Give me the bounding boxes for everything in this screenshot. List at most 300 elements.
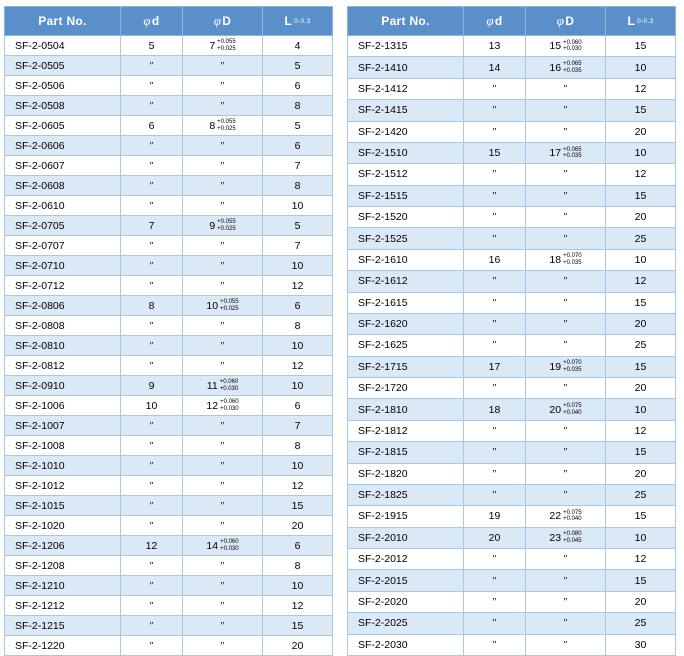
cell-length: 6 [263,296,333,316]
cell-inner-diameter: ″ [464,164,526,185]
cell-part-no: SF-2-0610 [5,196,121,216]
table-row [5,436,333,456]
cell-outer-diameter: ″ [526,463,606,484]
cell-outer-diameter: ″ [183,636,263,656]
cell-outer-diameter: ″ [183,496,263,516]
cell-length: 25 [606,228,676,249]
cell-inner-diameter: ″ [121,616,183,636]
cell-outer-diameter: ″ [526,228,606,249]
cell-length: 25 [606,335,676,356]
cell-outer-diameter: ″ [526,335,606,356]
cell-part-no: SF-2-1612 [348,271,464,292]
table-row [348,463,676,484]
cell-outer-diameter: ″ [183,316,263,336]
cell-outer-diameter: 23 +0.080 +0.045 [526,527,606,548]
cell-length: 20 [606,378,676,399]
cell-inner-diameter: 12 [121,536,183,556]
cell-length: 6 [263,396,333,416]
cell-part-no: SF-2-2012 [348,549,464,570]
cell-length: 10 [263,196,333,216]
cell-inner-diameter: ″ [121,76,183,96]
cell-length: 20 [606,463,676,484]
table-row [5,196,333,216]
cell-inner-diameter: ″ [464,378,526,399]
cell-outer-diameter: ″ [526,378,606,399]
cell-inner-diameter: 8 [121,296,183,316]
table-row [5,176,333,196]
cell-length: 15 [606,356,676,377]
cell-length: 8 [263,96,333,116]
cell-inner-diameter: ″ [464,549,526,570]
cell-outer-diameter: ″ [526,613,606,634]
column-header-part-no: Part No. [5,7,121,36]
cell-outer-diameter: ″ [526,185,606,206]
table-row [348,185,676,206]
cell-part-no: SF-2-0812 [5,356,121,376]
length-tolerance [292,18,310,25]
cell-part-no: SF-2-1510 [348,142,464,163]
cell-outer-diameter: ″ [526,484,606,505]
cell-length: 6 [263,136,333,156]
cell-part-no: SF-2-0710 [5,256,121,276]
cell-length: 6 [263,76,333,96]
table-row [348,57,676,78]
cell-length: 10 [606,527,676,548]
cell-part-no: SF-2-1420 [348,121,464,142]
table-row [348,228,676,249]
table-row [5,516,333,536]
table-row [5,296,333,316]
phi-symbol-d: φ [143,13,151,28]
cell-outer-diameter: 12 +0.060 +0.030 [183,396,263,416]
cell-outer-diameter: 14 +0.060 +0.030 [183,536,263,556]
cell-length: 12 [606,549,676,570]
cell-part-no: SF-2-1220 [5,636,121,656]
column-header-length [263,7,333,36]
table-row [348,100,676,121]
cell-length: 20 [263,516,333,536]
cell-outer-diameter: ″ [526,313,606,334]
table-row [348,335,676,356]
cell-part-no: SF-2-2020 [348,591,464,612]
table-row [348,356,676,377]
cell-length: 20 [606,591,676,612]
cell-length: 10 [606,249,676,270]
cell-length: 15 [263,616,333,636]
table-header-row [348,7,676,36]
cell-outer-diameter: 18 +0.070 +0.035 [526,249,606,270]
cell-inner-diameter: ″ [464,613,526,634]
cell-part-no: SF-2-0605 [5,116,121,136]
cell-outer-diameter: ″ [183,136,263,156]
cell-inner-diameter: ″ [464,207,526,228]
table-row [5,216,333,236]
cell-length: 12 [263,596,333,616]
table-row [348,378,676,399]
cell-inner-diameter: ″ [121,516,183,536]
cell-inner-diameter: ″ [464,484,526,505]
cell-outer-diameter: ″ [526,271,606,292]
column-header-L-label: L [627,14,636,28]
table-row [5,596,333,616]
cell-part-no: SF-2-0808 [5,316,121,336]
cell-outer-diameter: ″ [183,616,263,636]
cell-length: 7 [263,236,333,256]
cell-inner-diameter: ″ [464,121,526,142]
cell-part-no: SF-2-1410 [348,57,464,78]
table-row [5,376,333,396]
cell-part-no: SF-2-1415 [348,100,464,121]
table-row [5,556,333,576]
table-row [348,207,676,228]
cell-length: 10 [263,576,333,596]
table-row [348,634,676,656]
cell-part-no: SF-2-1820 [348,463,464,484]
cell-inner-diameter: 20 [464,527,526,548]
cell-outer-diameter: 19 +0.070 +0.035 [526,356,606,377]
cell-part-no: SF-2-1212 [5,596,121,616]
cell-part-no: SF-2-0508 [5,96,121,116]
cell-length: 10 [263,256,333,276]
table-row [5,356,333,376]
cell-outer-diameter: 11 +0.060 +0.030 [183,376,263,396]
cell-inner-diameter: 14 [464,57,526,78]
cell-part-no: SF-2-1525 [348,228,464,249]
cell-part-no: SF-2-1010 [5,456,121,476]
cell-inner-diameter: ″ [464,313,526,334]
table-row [5,276,333,296]
column-header-inner-diameter [121,7,183,36]
table-row [5,316,333,336]
cell-part-no: SF-2-1215 [5,616,121,636]
cell-inner-diameter: 19 [464,506,526,527]
parts-table-right-body [348,36,676,656]
cell-outer-diameter: 10 +0.055 +0.025 [183,296,263,316]
cell-outer-diameter: 8 +0.055 +0.025 [183,116,263,136]
phi-symbol-D: φ [556,13,565,28]
column-header-part-no: Part No. [348,7,464,36]
cell-outer-diameter: 17 +0.065 +0.035 [526,142,606,163]
cell-inner-diameter: ″ [121,336,183,356]
cell-part-no: SF-2-1020 [5,516,121,536]
table-header-row [5,7,333,36]
cell-outer-diameter: ″ [183,336,263,356]
cell-outer-diameter: 7 +0.055 +0.025 [183,36,263,56]
column-header-D-label: D [222,14,232,28]
cell-outer-diameter: ″ [526,591,606,612]
cell-length: 25 [606,484,676,505]
cell-length: 20 [606,121,676,142]
cell-inner-diameter: ″ [121,96,183,116]
length-tolerance-lower: -0.3 [298,18,311,26]
cell-inner-diameter: ″ [121,556,183,576]
cell-outer-diameter: ″ [526,121,606,142]
cell-inner-diameter: ″ [121,176,183,196]
table-row [5,576,333,596]
cell-part-no: SF-2-1412 [348,78,464,99]
cell-length: 25 [606,613,676,634]
cell-length: 15 [606,570,676,591]
length-tolerance [635,18,653,25]
table-row [348,249,676,270]
table-row [5,36,333,56]
cell-outer-diameter: ″ [526,100,606,121]
cell-outer-diameter: ″ [183,516,263,536]
cell-part-no: SF-2-0506 [5,76,121,96]
cell-inner-diameter: 17 [464,356,526,377]
cell-part-no: SF-2-0608 [5,176,121,196]
cell-inner-diameter: ″ [121,316,183,336]
table-row [348,527,676,548]
cell-length: 15 [606,292,676,313]
cell-outer-diameter: ″ [183,576,263,596]
cell-outer-diameter: ″ [183,176,263,196]
cell-length: 7 [263,156,333,176]
phi-symbol-d: φ [486,13,494,28]
cell-outer-diameter: ″ [183,436,263,456]
table-row [5,96,333,116]
cell-part-no: SF-2-1625 [348,335,464,356]
table-row [5,236,333,256]
table-row [5,636,333,656]
table-row [348,78,676,99]
cell-length: 8 [263,556,333,576]
table-row [5,136,333,156]
cell-outer-diameter: ″ [183,256,263,276]
parts-table-left-body [5,36,333,656]
cell-inner-diameter: 5 [121,36,183,56]
cell-outer-diameter: 16 +0.065 +0.035 [526,57,606,78]
cell-inner-diameter: 10 [121,396,183,416]
cell-part-no: SF-2-1715 [348,356,464,377]
cell-part-no: SF-2-1812 [348,420,464,441]
table-row [5,56,333,76]
cell-inner-diameter: ″ [464,185,526,206]
column-header-outer-diameter [183,7,263,36]
cell-inner-diameter: ″ [121,636,183,656]
cell-length: 20 [606,207,676,228]
cell-inner-diameter: ″ [121,196,183,216]
cell-length: 15 [263,496,333,516]
table-row [348,420,676,441]
table-row [348,570,676,591]
cell-outer-diameter: ″ [183,236,263,256]
column-header-D-label: D [565,14,575,28]
cell-part-no: SF-2-2010 [348,527,464,548]
cell-inner-diameter: 15 [464,142,526,163]
cell-outer-diameter: ″ [183,76,263,96]
cell-inner-diameter: ″ [464,463,526,484]
cell-length: 8 [263,436,333,456]
cell-outer-diameter: ″ [526,164,606,185]
cell-part-no: SF-2-1915 [348,506,464,527]
cell-length: 4 [263,36,333,56]
cell-inner-diameter: ″ [121,456,183,476]
table-row [5,336,333,356]
table-row [5,536,333,556]
cell-length: 12 [606,420,676,441]
table-row [348,399,676,420]
cell-outer-diameter: ″ [183,476,263,496]
cell-inner-diameter: 13 [464,36,526,57]
cell-part-no: SF-2-0806 [5,296,121,316]
cell-inner-diameter: ″ [121,256,183,276]
cell-length: 15 [606,36,676,57]
cell-length: 12 [606,271,676,292]
table-row [5,416,333,436]
cell-inner-diameter: 7 [121,216,183,236]
cell-length: 15 [606,506,676,527]
cell-part-no: SF-2-1208 [5,556,121,576]
table-row [5,116,333,136]
table-row [5,156,333,176]
cell-length: 5 [263,116,333,136]
phi-symbol-D: φ [213,13,222,28]
parts-table-left [4,6,333,656]
cell-inner-diameter: ″ [121,276,183,296]
cell-inner-diameter: ″ [121,56,183,76]
table-row [348,142,676,163]
table-row [348,442,676,463]
cell-outer-diameter: ″ [183,356,263,376]
cell-inner-diameter: ″ [121,436,183,456]
cell-outer-diameter: ″ [183,196,263,216]
cell-outer-diameter: 22 +0.075 +0.040 [526,506,606,527]
column-header-outer-diameter [526,7,606,36]
cell-length: 5 [263,56,333,76]
cell-part-no: SF-2-0910 [5,376,121,396]
cell-part-no: SF-2-1210 [5,576,121,596]
cell-part-no: SF-2-0607 [5,156,121,176]
cell-length: 8 [263,176,333,196]
cell-outer-diameter: ″ [526,549,606,570]
cell-outer-diameter: 15 +0.060 +0.030 [526,36,606,57]
cell-length: 10 [606,57,676,78]
cell-part-no: SF-2-2015 [348,570,464,591]
cell-part-no: SF-2-1810 [348,399,464,420]
cell-inner-diameter: ″ [121,476,183,496]
parts-table-right [347,6,676,656]
cell-inner-diameter: ″ [464,634,526,656]
table-row [5,616,333,636]
cell-part-no: SF-2-0707 [5,236,121,256]
cell-part-no: SF-2-1620 [348,313,464,334]
cell-part-no: SF-2-1815 [348,442,464,463]
cell-part-no: SF-2-1515 [348,185,464,206]
cell-length: 20 [263,636,333,656]
cell-length: 15 [606,442,676,463]
cell-inner-diameter: ″ [464,100,526,121]
cell-outer-diameter: ″ [183,56,263,76]
cell-inner-diameter: ″ [464,420,526,441]
cell-part-no: SF-2-0606 [5,136,121,156]
column-header-d-label: d [494,14,503,28]
cell-inner-diameter: 18 [464,399,526,420]
cell-inner-diameter: 16 [464,249,526,270]
cell-inner-diameter: ″ [121,416,183,436]
cell-part-no: SF-2-0504 [5,36,121,56]
column-header-L-label: L [284,14,293,28]
table-row [348,292,676,313]
table-row [5,456,333,476]
table-row [5,76,333,96]
cell-part-no: SF-2-0705 [5,216,121,236]
cell-length: 5 [263,216,333,236]
cell-length: 10 [606,142,676,163]
cell-outer-diameter: ″ [183,556,263,576]
cell-inner-diameter: ″ [121,576,183,596]
cell-part-no: SF-2-1720 [348,378,464,399]
table-row [5,476,333,496]
cell-part-no: SF-2-1008 [5,436,121,456]
cell-part-no: SF-2-2025 [348,613,464,634]
cell-length: 30 [606,634,676,656]
table-row [348,549,676,570]
cell-outer-diameter: 9 +0.055 +0.025 [183,216,263,236]
table-row [5,396,333,416]
cell-length: 12 [606,78,676,99]
cell-outer-diameter: ″ [183,96,263,116]
cell-part-no: SF-2-1610 [348,249,464,270]
table-row [348,36,676,57]
cell-part-no: SF-2-1007 [5,416,121,436]
table-row [348,506,676,527]
cell-outer-diameter: ″ [526,78,606,99]
cell-length: 10 [263,376,333,396]
cell-outer-diameter: ″ [526,292,606,313]
cell-inner-diameter: ″ [121,356,183,376]
table-row [348,164,676,185]
cell-inner-diameter: ″ [464,442,526,463]
cell-length: 10 [606,399,676,420]
cell-inner-diameter: ″ [121,156,183,176]
cell-outer-diameter: ″ [526,207,606,228]
length-tolerance-lower: -0.3 [641,18,654,26]
cell-inner-diameter: 9 [121,376,183,396]
length-tolerance-upper: 0 [294,18,299,26]
cell-inner-diameter: ″ [464,271,526,292]
column-header-inner-diameter [464,7,526,36]
table-row [5,496,333,516]
table-row [348,484,676,505]
cell-outer-diameter: ″ [183,596,263,616]
table-row [348,613,676,634]
cell-part-no: SF-2-0505 [5,56,121,76]
cell-length: 12 [263,476,333,496]
table-row [348,271,676,292]
column-header-d-label: d [151,14,160,28]
cell-length: 7 [263,416,333,436]
cell-outer-diameter: ″ [526,442,606,463]
cell-inner-diameter: 6 [121,116,183,136]
cell-inner-diameter: ″ [121,496,183,516]
cell-length: 20 [606,313,676,334]
table-row [348,591,676,612]
cell-length: 12 [263,276,333,296]
cell-part-no: SF-2-1520 [348,207,464,228]
table-row [348,313,676,334]
column-header-length [606,7,676,36]
cell-length: 8 [263,316,333,336]
cell-outer-diameter: 20 +0.075 +0.040 [526,399,606,420]
cell-inner-diameter: ″ [121,236,183,256]
cell-inner-diameter: ″ [464,591,526,612]
cell-part-no: SF-2-1012 [5,476,121,496]
cell-length: 10 [263,456,333,476]
cell-part-no: SF-2-1615 [348,292,464,313]
cell-length: 10 [263,336,333,356]
cell-outer-diameter: ″ [183,416,263,436]
